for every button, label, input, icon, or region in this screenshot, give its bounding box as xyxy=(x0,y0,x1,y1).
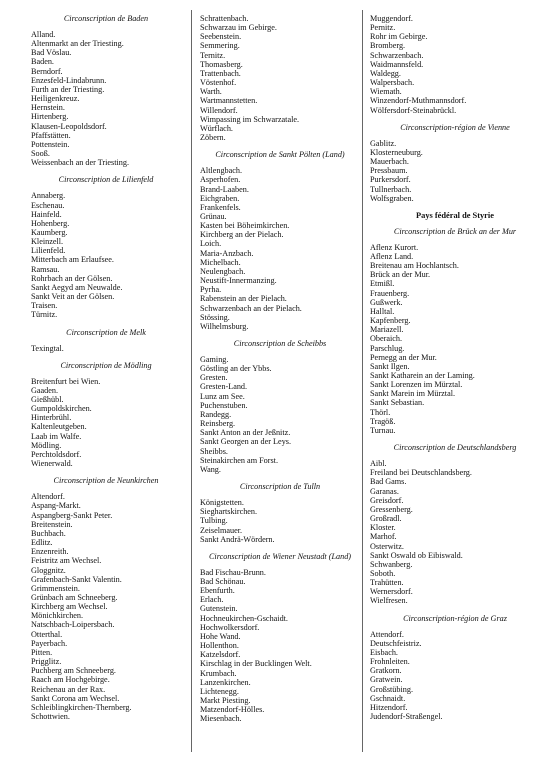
list-item: Natschbach-Loipersbach. xyxy=(31,620,115,630)
place-list xyxy=(370,14,540,115)
list-item: Altenmarkt an der Triesting. xyxy=(31,39,124,49)
place-list xyxy=(200,498,360,544)
list-item: Lilienfeld. xyxy=(31,246,66,256)
list-item: Wang. xyxy=(200,464,221,474)
list-item: Mauerbach. xyxy=(370,157,409,167)
list-item: Großstübing. xyxy=(370,684,413,694)
list-item: Semmering. xyxy=(200,41,240,51)
district-heading: Circonscription de Deutschlandsberg xyxy=(393,443,517,453)
district-heading: Circonscription de Wiener Neustadt (Land) xyxy=(208,551,352,561)
list-item: Eisbach. xyxy=(370,647,398,657)
list-item: Zöbern. xyxy=(200,133,226,143)
list-item: Deutschfeistriz. xyxy=(370,638,422,648)
list-item: Perchtoldsdorf. xyxy=(31,449,82,459)
list-item: Grimmenstein. xyxy=(31,583,80,593)
list-item: Garanas. xyxy=(370,486,399,496)
district-section xyxy=(200,14,360,142)
district-section xyxy=(200,339,360,474)
list-item: Krumbach. xyxy=(200,668,237,678)
list-item: Hollenthon. xyxy=(200,641,239,651)
list-item: Pressbaum. xyxy=(370,166,408,176)
district-heading: Circonscription de Brück an der Mur xyxy=(393,226,517,236)
list-item: Wartmannstetten. xyxy=(200,96,258,106)
list-item: Eschenau. xyxy=(31,200,65,210)
list-item: Edlitz. xyxy=(31,538,53,548)
list-item: Ebenfurth. xyxy=(200,586,235,596)
list-item: Michelbach. xyxy=(200,257,241,267)
list-item: Oberaich. xyxy=(370,334,403,344)
list-item: Brück an der Mur. xyxy=(370,270,431,280)
list-item: Altendorf. xyxy=(31,492,65,502)
list-item: Schleiblingkirchen-Thernberg. xyxy=(31,702,132,712)
list-item: Sankt Katharein an der Laming. xyxy=(370,371,475,380)
list-item: Hochneukirchen-Gschaidt. xyxy=(200,613,288,623)
list-item: Steinakirchen am Forst. xyxy=(200,455,278,465)
list-item: Breitenau am Hochlantsch. xyxy=(370,261,459,271)
district-heading: Circonscription de Neunkirchen xyxy=(53,476,159,486)
list-item: Mödling. xyxy=(31,440,62,450)
list-item: Schrattenbach. xyxy=(200,14,249,23)
list-item: Katzelsdorf. xyxy=(200,650,241,660)
list-item: Sankt Oswald ob Eibiswald. xyxy=(370,550,463,560)
list-item: Willendorf. xyxy=(200,105,238,115)
district-heading: Circonscription de Mödling xyxy=(60,360,152,370)
list-item: Kaltenleutgeben. xyxy=(31,422,87,432)
list-item: Sankt Marein im Mürztal. xyxy=(370,389,456,399)
list-item: Sankt Aegyd am Neuwalde. xyxy=(31,282,123,292)
list-item: Hainfeld. xyxy=(31,209,62,219)
list-item: Pyrha. xyxy=(200,285,222,295)
list-item: Altlengbach. xyxy=(200,166,243,176)
list-item: Muggendorf. xyxy=(370,14,413,23)
list-item: Wernersdorf. xyxy=(370,587,413,597)
list-item: Furth an der Triesting. xyxy=(31,84,105,94)
list-item: Aspangberg-Sankt Peter. xyxy=(31,510,113,520)
list-item: Würflach. xyxy=(200,123,233,133)
list-item: Gießhübl. xyxy=(31,395,64,404)
list-item: Gloggnitz. xyxy=(31,565,66,575)
district-section xyxy=(370,123,540,203)
list-item: Ternitz. xyxy=(200,50,226,60)
list-item: Freiland bei Deutschlandsberg. xyxy=(370,468,472,478)
list-item: Gratwein. xyxy=(370,675,403,685)
place-list xyxy=(31,344,181,353)
list-item: Erlach. xyxy=(200,595,224,605)
list-item: Wielfresen. xyxy=(370,596,408,606)
place-list xyxy=(31,377,181,469)
place-list xyxy=(31,492,181,721)
place-list xyxy=(370,630,540,722)
list-item: Trattenbach. xyxy=(200,68,241,78)
list-item: Wolfsgraben. xyxy=(370,193,414,203)
list-item: Waidmannsfeld. xyxy=(370,59,424,69)
list-item: Neustift-Innermanzing. xyxy=(200,276,277,286)
column-divider xyxy=(191,10,192,752)
list-item: Rohrbach an der Gölsen. xyxy=(31,273,113,283)
list-item: Gratkorn. xyxy=(370,666,402,676)
place-list xyxy=(200,568,360,724)
list-item: Sooß. xyxy=(31,149,50,159)
list-item: Breitenstein. xyxy=(31,519,73,529)
list-item: Neulengbach. xyxy=(200,266,246,276)
list-item: Wölfersdorf-Steinabrückl. xyxy=(370,105,457,115)
list-item: Reichenau an der Rax. xyxy=(31,684,106,694)
list-item: Lichtenegg. xyxy=(200,686,239,696)
list-item: Gumpoldskirchen. xyxy=(31,404,92,414)
place-list xyxy=(31,30,181,167)
list-item: Sankt Andrä-Wördern. xyxy=(200,534,275,544)
list-item: Hinterbrühl. xyxy=(31,413,72,423)
list-item: Reinsberg. xyxy=(200,419,236,429)
district-heading: Circonscription de Melk xyxy=(66,327,146,337)
list-item: Lunz am See. xyxy=(200,391,245,401)
list-item: Tulbing. xyxy=(200,516,228,526)
list-item: Waldegg. xyxy=(370,68,401,78)
list-item: Grafenbach-Sankt Valentin. xyxy=(31,574,122,584)
list-item: Enzesfeld-Lindabrunn. xyxy=(31,75,107,85)
list-item: Kirchberg am Wechsel. xyxy=(31,602,108,612)
list-item: Gresten. xyxy=(200,373,228,383)
list-item: Annaberg. xyxy=(31,191,66,201)
list-item: Klosterneuburg. xyxy=(370,147,423,157)
list-item: Großradl. xyxy=(370,514,402,524)
list-item: Gußwerk. xyxy=(370,297,403,307)
list-item: Bad Fischau-Brunn. xyxy=(200,567,266,577)
list-item: Soboth. xyxy=(370,568,396,578)
district-section xyxy=(200,150,360,331)
list-item: Buchbach. xyxy=(31,528,66,538)
list-item: Weissenbach an der Triesting. xyxy=(31,158,130,168)
list-item: Tragöß. xyxy=(370,416,396,426)
list-item: Thomasberg. xyxy=(200,59,243,69)
list-item: Rohr im Gebirge. xyxy=(370,32,428,42)
list-item: Parschlug. xyxy=(370,343,405,353)
list-item: Königstetten. xyxy=(200,498,244,508)
list-item: Hochwolkersdorf. xyxy=(200,622,260,632)
list-item: Raach am Hochgebirge. xyxy=(31,675,110,685)
list-item: Wienerwald. xyxy=(31,459,73,469)
list-item: Puchenstuben. xyxy=(200,400,248,410)
list-item: Pfaffstätten. xyxy=(31,130,71,140)
list-item: Ramsau. xyxy=(31,264,60,274)
district-heading: Circonscription-région de Vienne xyxy=(400,122,510,132)
district-section xyxy=(370,614,540,722)
list-item: Winzendorf-Muthmannsdorf. xyxy=(370,96,467,106)
list-item: Bad Gams. xyxy=(370,477,407,487)
district-section xyxy=(31,361,181,469)
list-item: Bad Schönau. xyxy=(200,576,246,586)
list-item: Gschnaidt. xyxy=(370,693,406,703)
district-section xyxy=(31,14,181,167)
list-item: Gablitz. xyxy=(370,138,397,148)
list-item: Vöstenhof. xyxy=(200,78,237,88)
list-item: Sheibbs. xyxy=(200,446,228,456)
list-item: Sieghartskirchen. xyxy=(200,507,258,517)
district-section xyxy=(31,175,181,319)
district-section xyxy=(200,552,360,724)
district-section xyxy=(31,476,181,721)
list-item: Purkersdorf. xyxy=(370,175,411,185)
list-item: Maria-Anzbach. xyxy=(200,248,254,258)
list-item: Attendorf. xyxy=(370,629,404,639)
list-item: Warth. xyxy=(200,87,222,97)
list-item: Kaumberg. xyxy=(31,227,68,237)
column-2 xyxy=(200,14,360,731)
list-item: Hirtenberg. xyxy=(31,112,69,122)
list-item: Mitterbach am Erlaufsee. xyxy=(31,255,114,265)
list-item: Eichgraben. xyxy=(200,193,240,203)
district-heading: Circonscription de Lilienfeld xyxy=(58,175,154,185)
list-item: Judendorf-Straßengel. xyxy=(370,712,443,721)
list-item: Gutenstein. xyxy=(200,604,238,614)
list-item: Göstling an der Ybbs. xyxy=(200,364,272,374)
list-item: Kapfenberg. xyxy=(370,316,411,326)
district-heading: Circonscription-région de Graz xyxy=(403,613,507,623)
list-item: Puchberg am Schneeberg. xyxy=(31,666,116,676)
list-item: Sankt Veit an der Gölsen. xyxy=(31,292,115,302)
list-item: Kloster. xyxy=(370,523,396,533)
list-item: Bad Vöslau. xyxy=(31,48,72,58)
district-section xyxy=(31,328,181,353)
list-item: Gaaden. xyxy=(31,385,59,395)
district-heading: Circonscription de Scheibbs xyxy=(233,339,327,348)
district-heading: Circonscription de Baden xyxy=(63,14,149,23)
list-item: Wimpassing im Schwarzatale. xyxy=(200,114,300,124)
list-item: Randegg. xyxy=(200,409,232,419)
list-item: Kasten bei Böheimkirchen. xyxy=(200,221,290,231)
list-item: Sankt Georgen an der Leys. xyxy=(200,437,292,447)
district-section xyxy=(200,482,360,544)
list-item: Sankt Lorenzen im Mürztal. xyxy=(370,380,463,390)
place-list xyxy=(200,14,360,142)
list-item: Grünbach am Schneeberg. xyxy=(31,592,118,602)
list-item: Enzenreith. xyxy=(31,547,69,557)
region-heading: Pays fédéral de Styrie xyxy=(416,210,494,220)
list-item: Zeiselmauer. xyxy=(200,525,243,535)
list-item: Heiligenkreuz. xyxy=(31,94,80,104)
list-item: Miesenbach. xyxy=(200,714,242,724)
list-item: Kirchberg an der Pielach. xyxy=(200,230,284,240)
list-item: Schwarzau im Gebirge. xyxy=(200,23,277,33)
list-item: Kleinzell. xyxy=(31,237,64,247)
list-item: Trahütten. xyxy=(370,578,404,588)
column-3 xyxy=(370,14,540,729)
list-item: Baden. xyxy=(31,57,54,67)
list-item: Sankt Corona am Wechsel. xyxy=(31,693,120,703)
list-item: Türnitz. xyxy=(31,310,58,320)
list-item: Hernstein. xyxy=(31,103,65,113)
list-item: Berndorf. xyxy=(31,66,63,76)
column-1 xyxy=(31,14,181,729)
list-item: Sankt Anton an der Jeßnitz. xyxy=(200,428,291,438)
list-item: Asperhofen. xyxy=(200,175,241,185)
list-item: Matzendorf-Hölles. xyxy=(200,705,265,715)
list-item: Sankt Ilgen. xyxy=(370,361,410,371)
list-item: Schwanberg. xyxy=(370,559,413,569)
list-item: Schottwien. xyxy=(31,712,70,721)
list-item: Alland. xyxy=(31,30,56,39)
list-item: Halltal. xyxy=(370,306,395,316)
list-item: Sankt Sebastian. xyxy=(370,398,425,408)
list-item: Thörl. xyxy=(370,407,391,417)
list-item: Hohenberg. xyxy=(31,218,70,228)
list-item: Frauenberg. xyxy=(370,288,410,298)
list-item: Pernitz. xyxy=(370,23,396,33)
list-item: Gressenberg. xyxy=(370,504,413,514)
list-item: Klausen-Leopoldsdorf. xyxy=(31,121,107,131)
list-item: Traisen. xyxy=(31,301,58,311)
list-item: Etmißl. xyxy=(370,279,395,289)
list-item: Wiemath. xyxy=(370,87,402,97)
place-list xyxy=(200,166,360,331)
list-item: Feistritz am Wechsel. xyxy=(31,556,102,566)
list-item: Grünau. xyxy=(200,211,227,221)
list-item: Walpersbach. xyxy=(370,78,415,88)
list-item: Turnau. xyxy=(370,425,396,435)
list-item: Mariazell. xyxy=(370,325,404,335)
list-item: Markt Piesting. xyxy=(200,696,251,705)
list-item: Hitzendorf. xyxy=(370,702,408,712)
district-section xyxy=(370,443,540,606)
place-list xyxy=(370,139,540,203)
list-item: Texingtal. xyxy=(31,343,64,353)
list-item: Aspang-Markt. xyxy=(31,501,81,511)
list-item: Marhof. xyxy=(370,532,397,542)
list-item: Pitten. xyxy=(31,647,53,657)
list-item: Frohnleiten. xyxy=(370,657,410,667)
list-item: Seebenstein. xyxy=(200,32,242,42)
list-item: Loich. xyxy=(200,239,222,249)
list-item: Stössing. xyxy=(200,312,230,322)
list-item: Tullnerbach. xyxy=(370,184,412,194)
list-item: Mönichkirchen. xyxy=(31,611,84,621)
list-item: Pottenstein. xyxy=(31,139,70,149)
list-item: Pernegg an der Mur. xyxy=(370,352,437,362)
list-item: Greisdorf. xyxy=(370,495,404,505)
list-item: Wilhelmsburg. xyxy=(200,321,249,331)
place-list xyxy=(370,459,540,606)
list-item: Aflenz Kurort. xyxy=(370,242,419,252)
list-item: Lanzenkirchen. xyxy=(200,677,251,687)
list-item: Bromberg. xyxy=(370,41,406,51)
list-item: Otterthal. xyxy=(31,629,63,639)
list-item: Payerbach. xyxy=(31,638,68,648)
district-section xyxy=(370,211,540,435)
list-item: Gaming. xyxy=(200,355,229,364)
list-item: Osterwitz. xyxy=(370,541,404,551)
place-list xyxy=(200,355,360,474)
list-item: Breitenfurt bei Wien. xyxy=(31,376,101,386)
list-item: Kirschlag in der Bucklingen Welt. xyxy=(200,659,312,669)
list-item: Hohe Wand. xyxy=(200,631,241,641)
list-item: Rabenstein an der Pielach. xyxy=(200,294,287,304)
place-list xyxy=(370,243,540,435)
list-item: Prigglitz. xyxy=(31,657,62,667)
list-item: Brand-Laaben. xyxy=(200,184,249,194)
list-item: Frankenfels. xyxy=(200,202,241,212)
column-divider xyxy=(362,10,363,752)
district-section xyxy=(370,14,540,115)
place-list xyxy=(31,191,181,319)
list-item: Schwarzenbach an der Pielach. xyxy=(200,303,302,313)
list-item: Aflenz Land. xyxy=(370,251,414,261)
list-item: Schwarzenbach. xyxy=(370,50,424,60)
district-heading: Circonscription de Tulln xyxy=(239,482,321,492)
district-heading: Circonscription de Sankt Pölten (Land) xyxy=(215,150,345,160)
list-item: Aibl. xyxy=(370,459,387,469)
list-item: Gresten-Land. xyxy=(200,382,248,392)
list-item: Laab im Walfe. xyxy=(31,431,82,441)
